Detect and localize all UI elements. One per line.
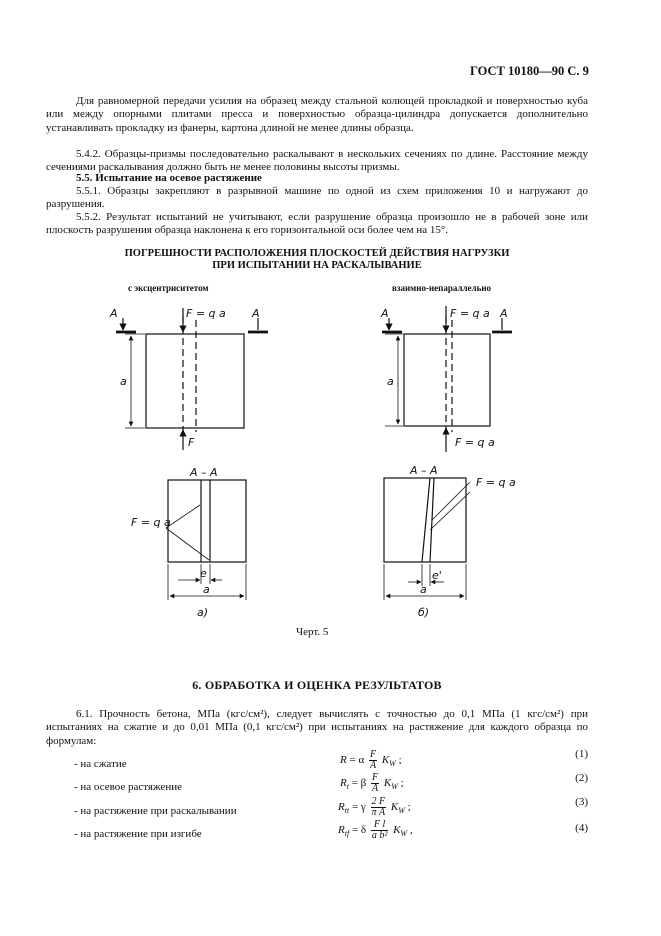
paragraph-5-4-2: 5.4.2. Образцы-призмы последовательно раскалывают в нескольких сечениях по длине. Расстояние между сечениями раскалывания должно быть не менее половины высоты призмы. — [46, 148, 588, 174]
label-F-top-left: F = q a — [186, 307, 226, 320]
label-A-right-2: A — [500, 307, 508, 320]
paragraph-5-5-1: 5.5.1. Образцы закрепляют в разрывной машине по одной из схем приложения 10 и нагружают до разрушения. — [46, 185, 588, 211]
formula-3: $R_{tt} = \gamma$ $\frac{2 F}{\text{π A}}$ $K_W$ ; — [338, 796, 411, 818]
label-A-right-1: A — [381, 307, 389, 320]
label-A-left-2: A — [252, 307, 260, 320]
formula-3-label: - на растяжение при раскалывании — [74, 805, 237, 817]
left-specimen-elevation — [116, 308, 268, 450]
paragraph-6-1: 6.1. Прочность бетона, МПа (кгс/см²), следует вычислять с точностью до 0,1 МПа (1 кгс/см²) при испытаниях на сжатие и до 0,01 МПа (0,1 кгс/см²) при испытаниях на растяжение для каждого образца по формулам: — [46, 708, 588, 747]
right-specimen-elevation — [382, 306, 512, 452]
paragraph-5-5-2: 5.5.2. Результат испытаний не учитывают, если разрушение образца произошло не в рабочей зоне или плоскость разрушения образца наклонена к его горизонтальной оси более чем на 15°. — [46, 211, 588, 237]
label-fig-b: б) — [418, 606, 430, 619]
label-F-bottom-right: F = q a — [455, 436, 495, 449]
formula-4-number: (4) — [575, 822, 588, 834]
figure-caption: Черт. 5 — [296, 626, 329, 638]
label-Fqa-right: F = q a — [476, 476, 516, 489]
label-Fqa-left: F = q a — [131, 516, 171, 529]
figure-subtitle-left: с эксцентриситетом — [128, 283, 209, 293]
label-A-left-1: A — [110, 307, 118, 320]
label-section-left: A – A — [190, 466, 218, 479]
section-6-title: 6. ОБРАБОТКА И ОЦЕНКА РЕЗУЛЬТАТОВ — [192, 678, 442, 692]
label-fig-a: а) — [197, 606, 209, 619]
figure-title-line2: ПРИ ИСПЫТАНИИ НА РАСКАЛЫВАНИЕ — [212, 260, 422, 271]
label-a-right: a — [387, 375, 394, 388]
right-specimen-section — [384, 478, 470, 600]
figure-subtitle-right: взаимно-непараллельно — [392, 283, 492, 293]
label-a-right-bottom: a — [420, 583, 427, 596]
label-a-left-bottom: a — [203, 583, 210, 596]
formula-2: $R_t = \beta$ $\frac{F}{A}$ $K_W$ ; — [340, 772, 404, 794]
figure-title-line1: ПОГРЕШНОСТИ РАСПОЛОЖЕНИЯ ПЛОСКОСТЕЙ ДЕЙСТВИЯ НАГРУЗКИ — [124, 248, 510, 259]
label-a-left: a — [120, 375, 127, 388]
label-F-bottom-left: F — [188, 436, 195, 449]
label-section-right: A – A — [410, 464, 438, 477]
page-header: ГОСТ 10180—90 С. 9 — [470, 64, 589, 78]
formula-2-label: - на осевое растяжение — [74, 781, 182, 793]
heading-5-5: 5.5. Испытание на осевое растяжение — [76, 172, 262, 184]
formula-4: $R_{tf} = \delta$ $\frac{\text{F l}}{\text{a b²}}$ $K_W$ , — [338, 819, 413, 841]
label-e: e — [200, 567, 207, 580]
formula-3-number: (3) — [575, 796, 588, 808]
formula-1: R = α $\frac{F}{A}$ $K_W$ ; — [340, 749, 402, 771]
formula-1-number: (1) — [575, 748, 588, 760]
paragraph-gasket: Для равномерной передачи усилия на образец между стальной колющей прокладкой и поверхностью куба или между опорными плитами пресса и поверхностью образца-цилиндра допускается дополнительно устанавливать прокладку из фанеры, картона длиной не менее длины образца. — [46, 95, 588, 134]
left-specimen-section — [166, 480, 246, 600]
formula-1-label: - на сжатие — [74, 758, 127, 770]
label-e-prime: e' — [432, 569, 442, 582]
formula-4-label: - на растяжение при изгибе — [74, 828, 202, 840]
label-F-top-right: F = q a — [450, 307, 490, 320]
formula-2-number: (2) — [575, 772, 588, 784]
